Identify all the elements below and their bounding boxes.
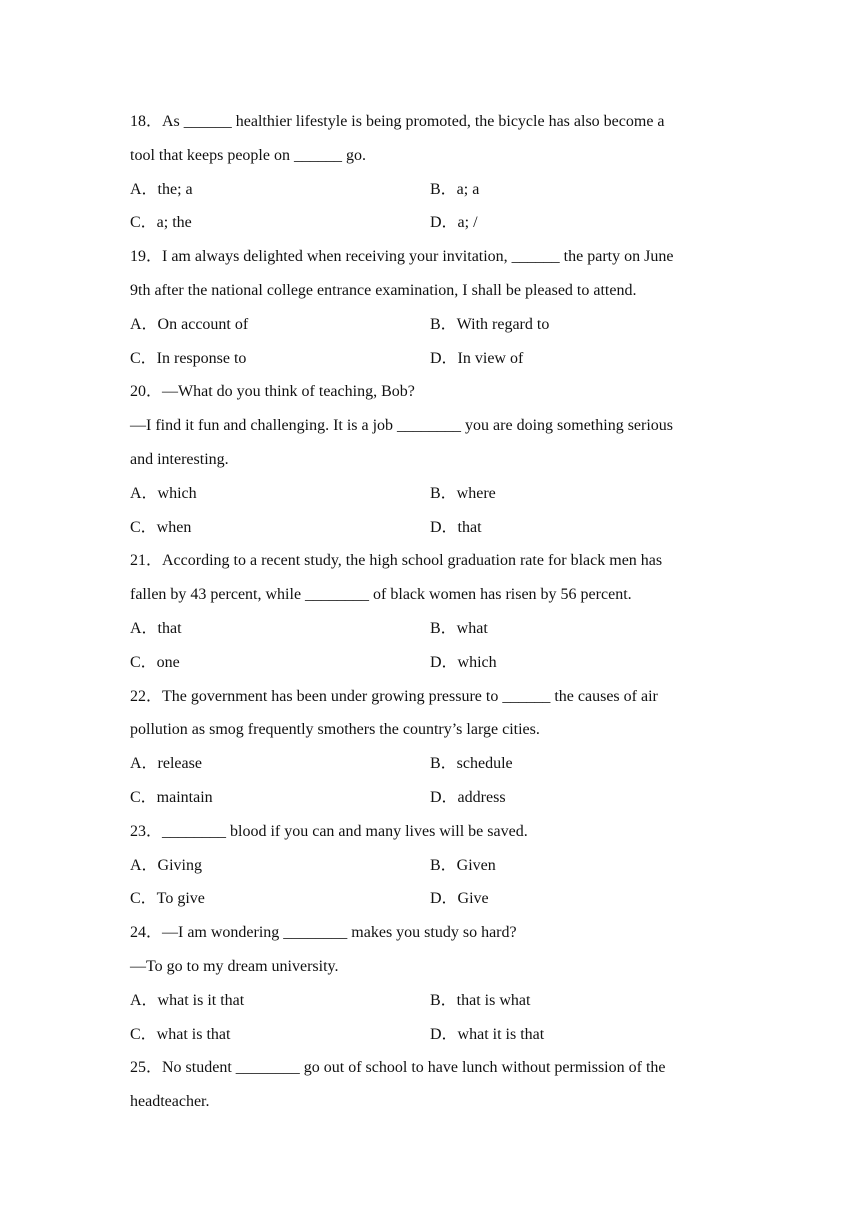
answer-option: D．what it is that bbox=[430, 1025, 545, 1043]
options-row bbox=[130, 781, 730, 815]
question-text-line: 9th after the national college entrance examination, I shall be pleased to attend. bbox=[130, 281, 637, 299]
question-text-line: headteacher. bbox=[130, 1093, 210, 1111]
answer-option: B．a; a bbox=[430, 180, 480, 198]
question-block bbox=[130, 680, 730, 815]
answer-option: C．when bbox=[130, 518, 192, 536]
question-block bbox=[130, 815, 730, 916]
question-text-line: 18．As ______ healthier lifestyle is being promoted, the bicycle has also become a bbox=[130, 113, 665, 130]
answer-option: B．that is what bbox=[430, 991, 531, 1009]
answer-option: C．To give bbox=[130, 890, 205, 908]
options-row bbox=[130, 477, 730, 511]
answer-option: B．With regard to bbox=[430, 315, 550, 333]
answer-option: D．that bbox=[430, 518, 482, 536]
question-text-line: 20．—What do you think of teaching, Bob? bbox=[130, 383, 415, 401]
question-text-line: 22．The government has been under growing pressure to ______ the causes of air bbox=[130, 687, 658, 705]
answer-option: B．schedule bbox=[430, 755, 513, 773]
question-text-line: fallen by 43 percent, while ________ of black women has risen by 56 percent. bbox=[130, 586, 632, 604]
answer-option: A．that bbox=[130, 619, 182, 637]
answer-option: D．In view of bbox=[430, 349, 524, 367]
question-block bbox=[130, 240, 730, 375]
question-text-line: 21．According to a recent study, the high school graduation rate for black men has bbox=[130, 552, 663, 570]
answer-option: D．Give bbox=[430, 890, 489, 908]
answer-option: B．Given bbox=[430, 856, 496, 874]
answer-option: A．what is it that bbox=[130, 991, 245, 1009]
answer-option: A．On account of bbox=[130, 315, 249, 333]
answer-option: C．what is that bbox=[130, 1025, 231, 1043]
question-block bbox=[130, 375, 730, 544]
answer-option: D．a; / bbox=[430, 214, 478, 232]
options-row bbox=[130, 1018, 730, 1052]
answer-option: A．the; a bbox=[130, 180, 193, 198]
options-row bbox=[130, 646, 730, 680]
answer-option: B．what bbox=[430, 619, 488, 637]
options-row bbox=[130, 747, 730, 781]
answer-option: D．address bbox=[430, 788, 506, 806]
question-text-line: 24．—I am wondering ________ makes you study so hard? bbox=[130, 924, 517, 942]
answer-option: A．which bbox=[130, 484, 197, 502]
options-row bbox=[130, 849, 730, 883]
exam-page bbox=[130, 105, 730, 1119]
question-text-line: —I find it fun and challenging. It is a job ________ you are doing something serious bbox=[130, 417, 674, 435]
question-block bbox=[130, 1051, 730, 1119]
options-row bbox=[130, 612, 730, 646]
question-block bbox=[130, 916, 730, 1051]
answer-option: C．maintain bbox=[130, 788, 213, 806]
question-text-line: 19．I am always delighted when receiving your invitation, ______ the party on June bbox=[130, 248, 674, 266]
options-row bbox=[130, 882, 730, 916]
options-row bbox=[130, 173, 730, 207]
question-block bbox=[130, 105, 730, 240]
question-text-line: pollution as smog frequently smothers the country’s large cities. bbox=[130, 721, 540, 739]
answer-option: B．where bbox=[430, 484, 496, 502]
options-row bbox=[130, 342, 730, 376]
answer-option: C．In response to bbox=[130, 349, 247, 367]
answer-option: A．release bbox=[130, 755, 202, 773]
options-row bbox=[130, 511, 730, 545]
answer-option: C．one bbox=[130, 653, 180, 671]
answer-option: A．Giving bbox=[130, 856, 203, 874]
answer-option: D．which bbox=[430, 653, 497, 671]
options-row bbox=[130, 984, 730, 1018]
question-block bbox=[130, 544, 730, 679]
options-row bbox=[130, 206, 730, 240]
question-text-line: tool that keeps people on ______ go. bbox=[130, 146, 366, 164]
question-text-line: and interesting. bbox=[130, 450, 229, 468]
answer-option: C．a; the bbox=[130, 214, 192, 232]
options-row bbox=[130, 308, 730, 342]
question-text-line: 23．________ blood if you can and many lives will be saved. bbox=[130, 822, 528, 840]
question-text-line: —To go to my dream university. bbox=[130, 957, 339, 975]
question-text-line: 25．No student ________ go out of school to have lunch without permission of the bbox=[130, 1059, 666, 1077]
